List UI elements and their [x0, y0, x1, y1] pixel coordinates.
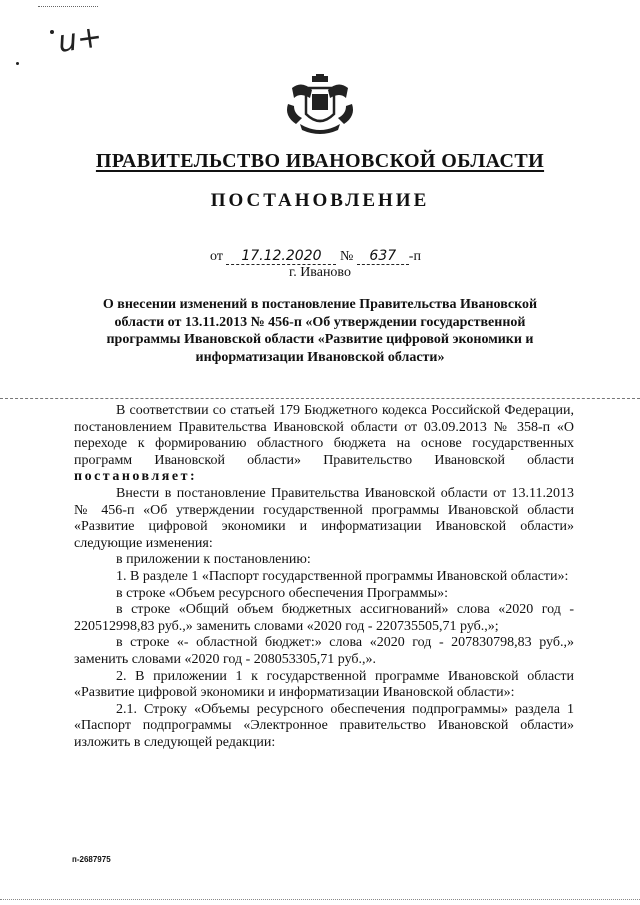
bottom-edge-mark [0, 899, 640, 900]
coat-of-arms-emblem [282, 74, 358, 136]
document-code: п-2687975 [72, 855, 111, 864]
paragraph: 2.1. Строку «Объемы ресурсного обеспечения подпрограммы» раздела 1 «Паспорт подпрограммы «Электронное правительство Ивановской области» изложить в следующей редакции: [74, 701, 574, 750]
ink-dot [50, 30, 54, 34]
paragraph: 2. В приложении 1 к государственной программе Ивановской области «Развитие цифровой экономики и информатизации Ивановской области»: [74, 668, 574, 701]
paragraph: в строке «- областной бюджет:» слова «2020 год - 207830798,83 руб.,» заменить словами «2020 год - 208053305,71 руб.,». [74, 635, 574, 667]
document-body [74, 403, 574, 751]
handwritten-date: 17.12.2020 [226, 248, 336, 265]
number-suffix: -п [408, 249, 421, 264]
top-edge-mark [38, 6, 98, 7]
date-number-line [210, 248, 421, 265]
paragraph: В соответствии со статьей 179 Бюджетного кодекса Российской Федерации, постановлением Правительства Ивановской области от 03.09.2013 № 358-п «О переходе к формированию областного бюджета на основе государственных программ Ивановской области» Правительство Ивановской области постановляет: [74, 403, 574, 485]
document-subject: О внесении изменений в постановление Правительства Ивановской области от 13.11.2013 № 456-п «Об утверждении государственной программы Ивановской области «Развитие цифровой экономики и информатизации Ивановской области» [102, 297, 538, 365]
document-type: ПОСТАНОВЛЕНИЕ [210, 190, 430, 211]
number-label: № [339, 249, 354, 264]
from-label: от [210, 249, 223, 264]
decree-word: постановляет: [74, 469, 198, 485]
paragraph: в приложении к постановлению: [116, 552, 311, 568]
government-title: ПРАВИТЕЛЬСТВО ИВАНОВСКОЙ ОБЛАСТИ [95, 150, 545, 172]
ink-dot [16, 62, 19, 65]
handwritten-number: 637 [357, 248, 409, 265]
paragraph: в строке «Общий объем бюджетных ассигнований» слова «2020 год - 220512998,83 руб.,» заменить словами «2020 год - 220735505,71 руб.,»; [74, 602, 574, 634]
paragraph: в строке «Объем ресурсного обеспечения Программы»: [116, 585, 449, 601]
paragraph: 1. В разделе 1 «Паспорт государственной программы Ивановской области»: [116, 568, 569, 584]
handwritten-mark: u+ [55, 19, 105, 60]
separator-line [0, 398, 640, 399]
paragraph: Внести в постановление Правительства Ивановской области от 13.11.2013 № 456-п «Об утверждении государственной программы Ивановской области «Развитие цифровой экономики и информатизации Ивановской области» следующие изменения: [74, 485, 574, 551]
city: г. Иваново [289, 265, 351, 280]
